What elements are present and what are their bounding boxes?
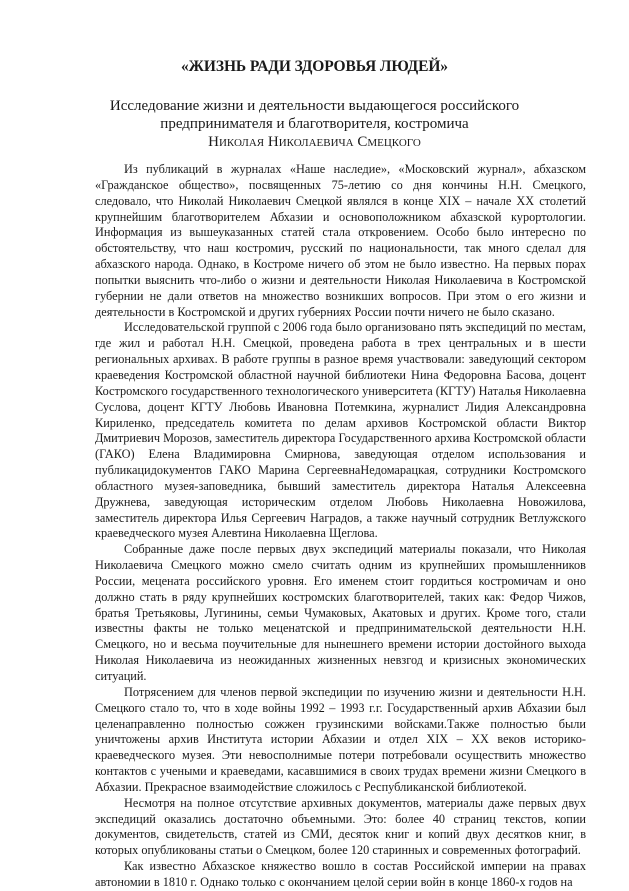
paragraph-6: Как известно Абхазское княжество вошло в состав Российской империи на правах автономии в 1810 г. Однако только с окончанием целой серии войн в конце 1860-х годов на	[95, 859, 586, 889]
subtitle-line-2: предпринимателя и благотворителя, костромича	[160, 116, 469, 132]
document-subtitle	[100, 97, 529, 151]
paragraph-5: Несмотря на полное отсутствие архивных документов, материалы даже первых двух экспедиций оказались достаточно объемными. Это: более 40 страниц текстов, копии документов, свидетельств, статей из СМИ, десяток книг и копий двух десятков книг, в которых опубликованы статьи о Смецком, более 120 старинных и современных фотографий.	[95, 795, 586, 858]
subtitle-line-1: Исследование жизни и деятельности выдающегося российского	[109, 98, 520, 114]
paragraph-4: Потрясением для членов первой экспедиции по изучению жизни и деятельности Н.Н. Смецкого стало то, что в ходе войны 1992 – 1993 г.г. Государственный архив Абхазии был целенаправленно полностью сожжен грузинскими войсками.Также полностью были уничтожены архив Института истории Абхазии и отдел XIX – XX веков историко-краеведческого музея. Эти невосполнимые потери потребовали осуществить множество контактов с учеными и краеведами, касавшимися в своих трудах времени жизни Смецкого в Абхазии. Прекрасное взаимодействие сложилось с Республиканской библиотекой.	[95, 684, 586, 794]
paragraph-1: Из публикаций в журналах «Наше наследие», «Московский журнал», абхазском «Гражданское общество», посвященных 75-летию со дня кончины Н.Н. Смецкого, следовало, что Николай Николаевич Смецкой являлся в конце XIX – начале XX столетий крупнейшим благотворителем Абхазии и основоположником абхазской курортологии. Информация из вышеуказанных статей стала откровением. Особо было интересно по обстоятельству, что наш костромич, русский по национальности, так много сделал для абхазского народа. Однако, в Костроме ничего об этом не было известно. На первых порах попытки выяснить что-либо о жизни и деятельности Николая Николаевича в Костромской губернии не дали ответов на множество возникших вопросов. При этом о его жизни и деятельности в Костромской и других губерниях России почти ничего не было сказано.	[95, 162, 586, 319]
document-title: «ЖИЗНЬ РАДИ ЗДОРОВЬЯ ЛЮДЕЙ»	[181, 58, 448, 75]
document-body	[95, 162, 586, 891]
subtitle-person-name: Николая Николаевича Смецкого	[208, 134, 421, 150]
paragraph-3: Собранные даже после первых двух экспедиций материалы показали, что Николая Николаевича Смецкого можно смело считать одним из крупнейших промышленников России, мецената российского уровня. Его именем стоит гордиться костромичам и оно должно стать в ряду крупнейших костромских благотворителей, таких как: Федор Чижов, братья Третьяковы, Лугинины, семьи Чумаковых, Акатовых и других. Кроме того, стали известны факты не только меценатской и предпринимательской деятельности Н.Н. Смецкого, но и весьма поучительные для нынешнего времени истории достойного выхода Николая Николаевича из неожиданных жизненных невзгод и кризисных экономических ситуаций.	[95, 542, 586, 683]
paragraph-2: Исследовательской группой с 2006 года было организовано пять экспедиций по местам, где жил и работал Н.Н. Смецкой, проведена работа в трех центральных и в шести региональных архивах. В работе группы в разное время участвовали: заведующий сектором краеведения Костромской областной научной библиотеки Нина Федоровна Басова, доцент Костромского государственного технологического университета (КГТУ) Наталья Николаевна Суслова, доцент КГТУ Любовь Ивановна Потемкина, журналист Лидия Александровна Кириленко, председатель комитета по делам архивов Костромской области Виктор Дмитриевич Морозов, заместитель директора Государственного архива Костромской области (ГАКО) Елена Владимировна Смирнова, заведующая отделом использования и публикацидокументов ГАКО Марина СергеевнаНедомарацкая, сотрудники Костромского областного музея-заповедника, бывший заместитель директора Наталья Алексеевна Дружнева, заведующая историческим отделом Любовь Николаевна Новожилова, заместитель директора Илья Сергеевич Наградов, а также научный сотрудник Ветлужского краеведческого музея Алевтина Николаевна Щеглова.	[95, 320, 586, 541]
